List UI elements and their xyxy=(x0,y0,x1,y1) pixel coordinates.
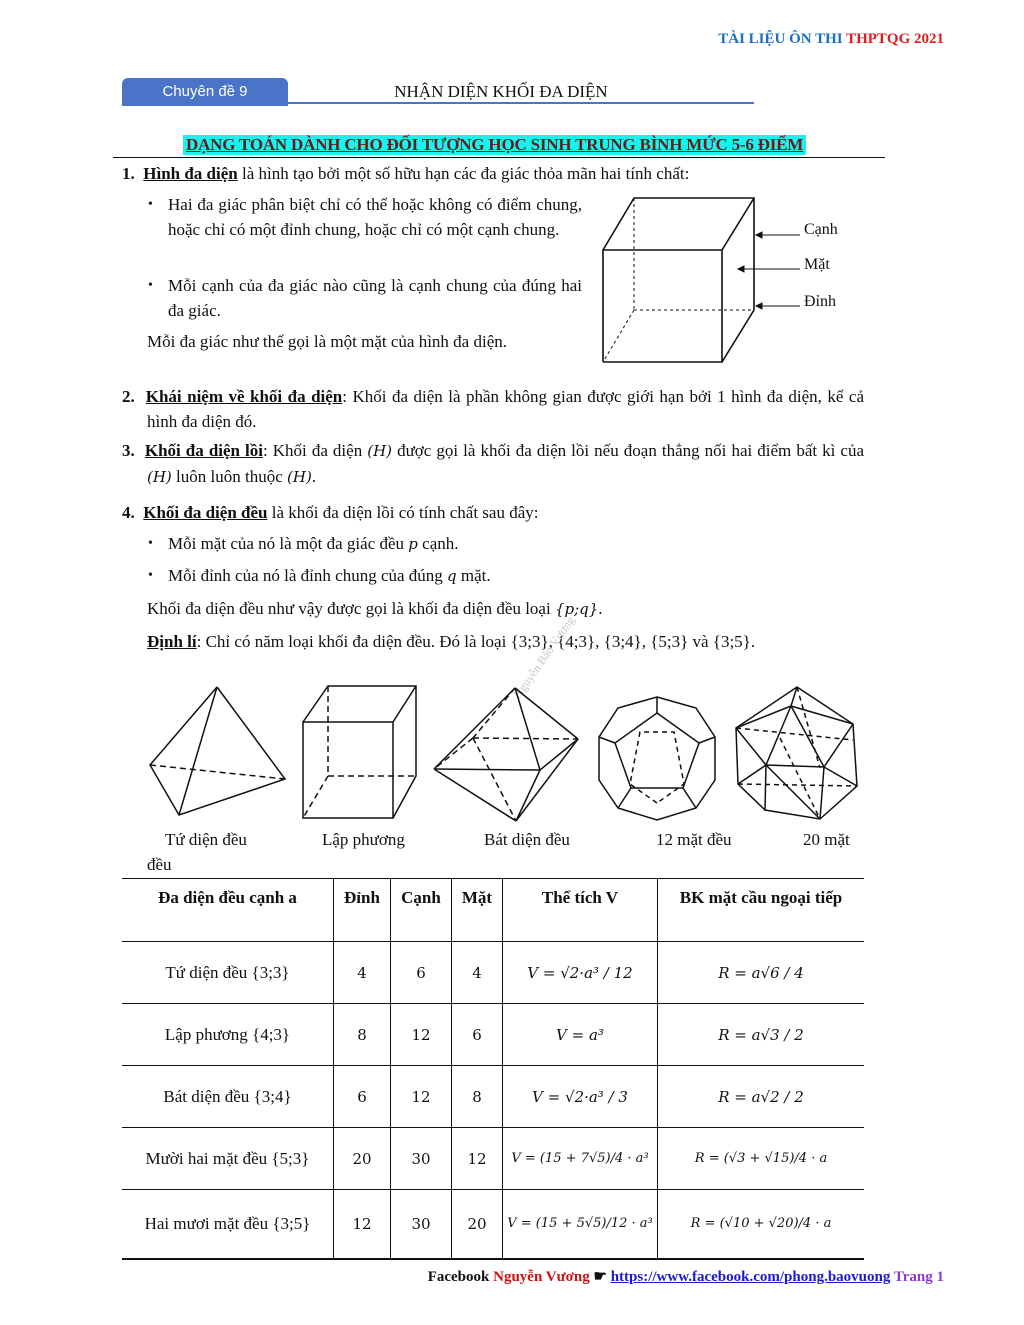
term-dinh-li: Định lí xyxy=(147,632,197,651)
caption-octahedron: Bát diện đều xyxy=(484,830,570,849)
page-number: Trang 1 xyxy=(893,1269,944,1285)
cell-vertices: 6 xyxy=(334,1066,391,1128)
cube-diagram-icon xyxy=(596,190,866,370)
cell-name: Bát diện đều {3;4} xyxy=(163,1086,292,1106)
cube-icon xyxy=(303,686,416,818)
cell-edges: 30 xyxy=(391,1190,452,1260)
cell-radius: R = (√3 + √15)/4 · a xyxy=(658,1128,865,1190)
math-pq: {p;q} xyxy=(554,600,599,618)
caption-icosahedron-wrap: đều xyxy=(147,855,172,874)
label-edge: Cạnh xyxy=(804,221,838,238)
cell-radius: R = (√10 + √20)/4 · a xyxy=(658,1190,865,1260)
banner-exam: THPTQG 2021 xyxy=(846,31,944,47)
footer-label: Facebook xyxy=(427,1269,490,1285)
term-khoi-da-dien: Khái niệm về khối đa diện xyxy=(145,387,343,406)
theorem-text: : Chỉ có năm loại khối đa diện đều. Đó là loại {3;3}, {4;3}, {3;4}, {5;3} và {3;5}. xyxy=(196,632,756,651)
cell-volume: V = (15 + 5√5)/12 · a³ xyxy=(503,1190,658,1260)
section-2 xyxy=(122,384,864,434)
math-H: (H) xyxy=(367,442,393,460)
section-1-intro xyxy=(122,161,867,186)
section-text: . xyxy=(311,467,317,486)
bullet-text: Mỗi cạnh của đa giác nào cũng là cạnh chung của đúng hai đa giác. xyxy=(168,276,582,320)
bullet-icon: • xyxy=(148,197,153,212)
banner-title: TÀI LIỆU ÔN THI xyxy=(718,31,843,47)
section-text: luôn luôn thuộc xyxy=(171,467,288,486)
chapter-title: NHẬN DIỆN KHỐI ĐA DIỆN xyxy=(288,78,754,104)
caption-icosahedron: 20 mặt xyxy=(803,830,850,849)
header-edges: Cạnh xyxy=(391,879,452,942)
cell-volume: V = √2·a³ / 12 xyxy=(503,942,658,1004)
section-number: 4. xyxy=(122,503,135,522)
top-banner xyxy=(0,31,944,48)
cell-radius: R = a√3 / 2 xyxy=(658,1004,865,1066)
watermark: Nguyễn Bảo Vương xyxy=(510,613,578,701)
section-text: : Khối đa diện là phần không gian được giới hạn bởi 1 hình đa diện, kể cả hình đa diện đó. xyxy=(147,387,864,431)
cell-vertices: 12 xyxy=(334,1190,391,1260)
icosahedron-icon xyxy=(736,687,857,819)
bullet-p xyxy=(148,531,868,557)
section-text: được gọi là khối đa diện lồi nếu đoạn thẳng nối hai điểm bất kì của xyxy=(392,441,865,460)
caption-tetrahedron: Tứ diện đều xyxy=(165,830,247,849)
bullet-q xyxy=(148,563,868,589)
facebook-link[interactable]: https://www.facebook.com/phong.baovuong xyxy=(610,1269,891,1285)
bullet-2 xyxy=(148,273,582,323)
section-number: 3. xyxy=(122,441,135,460)
math-q: q xyxy=(447,567,457,585)
cell-edges: 30 xyxy=(391,1128,452,1190)
pointing-hand-icon: ☛ xyxy=(593,1269,607,1285)
section-3 xyxy=(122,438,864,490)
header-radius: BK mặt cầu ngoại tiếp xyxy=(658,879,865,942)
bullet-text: Mỗi mặt của nó là một đa giác đều xyxy=(168,534,409,553)
table-row xyxy=(122,1004,864,1066)
bullet-icon: • xyxy=(148,536,153,551)
divider xyxy=(113,157,885,158)
level-heading: DẠNG TOÁN DÀNH CHO ĐỐI TƯỢNG HỌC SINH TRUNG BÌNH MỨC 5-6 ĐIỂM xyxy=(183,135,806,155)
cell-volume: V = a³ xyxy=(503,1004,658,1066)
section-number: 2. xyxy=(122,387,135,406)
section-text: là khối đa diện lồi có tính chất sau đây: xyxy=(267,503,539,522)
section-4 xyxy=(122,500,864,525)
caption-dodecahedron: 12 mặt đều xyxy=(656,830,732,849)
octahedron-icon xyxy=(434,688,578,821)
cell-edges: 6 xyxy=(391,942,452,1004)
cell-name: Tứ diện đều {3;3} xyxy=(165,962,290,982)
bullet-1 xyxy=(148,192,582,242)
cell-name: Lập phương {4;3} xyxy=(164,1024,291,1044)
footer xyxy=(0,1267,944,1286)
dodecahedron-icon xyxy=(599,697,715,820)
cell-faces: 20 xyxy=(452,1190,503,1260)
cell-vertices: 20 xyxy=(334,1128,391,1190)
cell-radius: R = a√2 / 2 xyxy=(658,1066,865,1128)
bullet-text: mặt. xyxy=(456,566,491,585)
bullet-icon: • xyxy=(148,278,153,293)
label-vertex: Đỉnh xyxy=(804,293,836,310)
cell-volume: V = (15 + 7√5)/4 · a³ xyxy=(503,1128,658,1190)
section-number: 1. xyxy=(122,164,135,183)
table-row xyxy=(122,1066,864,1128)
cell-faces: 12 xyxy=(452,1128,503,1190)
platonic-solids-figure xyxy=(140,680,870,825)
bullet-text: Hai đa giác phân biệt chỉ có thể hoặc không có điểm chung, hoặc chỉ có một đỉnh chung, hoặc chỉ có một cạnh chung. xyxy=(168,195,582,239)
bullet-text: cạnh. xyxy=(417,534,459,553)
header-volume: Thể tích V xyxy=(503,879,658,942)
tetrahedron-icon xyxy=(150,687,285,815)
cell-vertices: 4 xyxy=(334,942,391,1004)
term-khoi-da-dien-deu: Khối đa diện đều xyxy=(143,503,268,522)
table-row xyxy=(122,942,864,1004)
bullet-icon: • xyxy=(148,568,153,583)
section-1-closing xyxy=(147,329,582,354)
header-vertices: Đỉnh xyxy=(334,879,391,942)
label-face: Mặt xyxy=(804,256,830,273)
chapter-tab: Chuyên đề 9 xyxy=(122,78,288,106)
cell-vertices: 8 xyxy=(334,1004,391,1066)
cell-faces: 6 xyxy=(452,1004,503,1066)
cell-edges: 12 xyxy=(391,1066,452,1128)
table-row xyxy=(122,1190,864,1260)
section-text: : Khối đa diện xyxy=(263,441,368,460)
caption-cube: Lập phương xyxy=(322,830,405,849)
header-polyhedron: Đa diện đều cạnh a xyxy=(158,888,297,907)
table-header-row xyxy=(122,879,864,942)
section-text: là hình tạo bởi một số hữu hạn các đa giác thỏa mãn hai tính chất: xyxy=(237,164,690,183)
math-p: p xyxy=(408,535,418,553)
bullet-text: Mỗi đỉnh của nó là đỉnh chung của đúng xyxy=(168,566,448,585)
footer-author: Nguyễn Vương xyxy=(493,1269,590,1285)
cell-faces: 8 xyxy=(452,1066,503,1128)
cell-edges: 12 xyxy=(391,1004,452,1066)
section-text: Khối đa diện đều như vậy được gọi là khối đa diện đều loại xyxy=(147,599,555,618)
closing-text: Mỗi đa giác như thế gọi là một mặt của hình đa diện. xyxy=(147,332,507,351)
cell-volume: V = √2·a³ / 3 xyxy=(503,1066,658,1128)
cell-name: Mười hai mặt đều {5;3} xyxy=(145,1148,310,1168)
cell-radius: R = a√6 / 4 xyxy=(658,942,865,1004)
math-H: (H) xyxy=(287,468,312,486)
math-H: (H) xyxy=(147,468,172,486)
table-row xyxy=(122,1128,864,1190)
cell-faces: 4 xyxy=(452,942,503,1004)
cell-name: Hai mươi mặt đều {3;5} xyxy=(144,1214,311,1233)
term-khoi-da-dien-loi: Khối đa diện lồi xyxy=(144,441,263,460)
theorem xyxy=(147,629,864,654)
type-definition: Khối đa diện đều như vậy được gọi là khối đa diện đều loại {p;q}. xyxy=(147,599,603,618)
term-hinh-da-dien: Hình đa diện xyxy=(143,164,238,183)
header-faces: Mặt xyxy=(452,879,503,942)
polyhedra-table xyxy=(122,878,864,1260)
